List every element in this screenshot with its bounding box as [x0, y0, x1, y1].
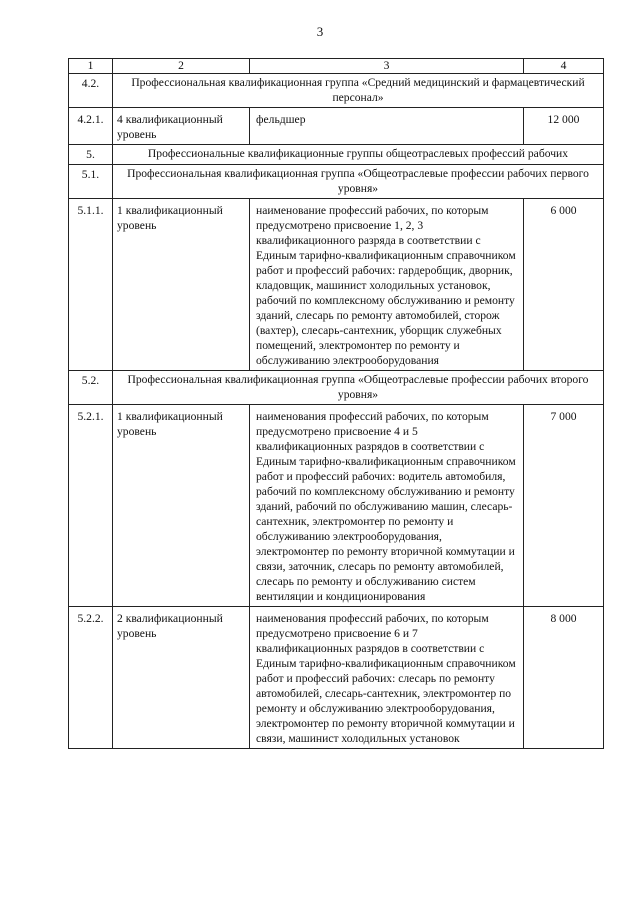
row-number: 5. — [69, 145, 113, 165]
profession-description: наименование профессий рабочих, по которым предусмотрено присвоение 1, 2, 3 квалификационного разряда в соответствии с Единым тарифно-квалификационным справочником работ и профессий рабочих: гардеробщик, дворник, кладовщик, машинист холодильных установок, рабочий по комплексному обслуживанию и ремонту зданий, слесарь по ремонту автомобилей, сторож (вахтер), слесарь-сантехник, уборщик служебных помещений, электромонтер по ремонту и обслуживанию электрооборудования — [250, 199, 524, 371]
group-title: Профессиональная квалификационная группа «Средний медицинский и фармацевтический персонал» — [113, 74, 604, 108]
row-number: 5.1.1. — [69, 199, 113, 371]
group-title: Профессиональная квалификационная группа «Общеотраслевые профессии рабочих первого уровня» — [113, 165, 604, 199]
row-number: 5.2.2. — [69, 607, 113, 749]
table-row — [69, 371, 604, 405]
table-header-row — [69, 59, 604, 74]
profession-description: наименования профессий рабочих, по которым предусмотрено присвоение 4 и 5 квалификационных разрядов в соответствии с Единым тарифно-квалификационным справочником работ и профессий рабочих: водитель автомобиля, рабочий по комплексному обслуживанию и ремонту зданий, рабочий по обслуживанию машин, слесарь-сантехник, электромонтер по ремонту и обслуживанию электрооборудования, электромонтер по ремонту вторичной коммутации и связи, заточник, слесарь по ремонту автомобилей, слесарь по ремонту и обслуживанию систем вентиляции и кондиционирования — [250, 405, 524, 607]
salary-amount: 8 000 — [524, 607, 604, 749]
qualification-level: 2 квалификационный уровень — [113, 607, 250, 749]
qualification-level: 1 квалификационный уровень — [113, 199, 250, 371]
salary-amount: 6 000 — [524, 199, 604, 371]
profession-description: фельдшер — [250, 108, 524, 145]
salary-table — [68, 58, 604, 749]
group-title: Профессиональная квалификационная группа «Общеотраслевые профессии рабочих второго уровня» — [113, 371, 604, 405]
column-header: 2 — [113, 59, 250, 74]
salary-amount: 7 000 — [524, 405, 604, 607]
page-number: 3 — [316, 24, 324, 39]
row-number: 4.2. — [69, 74, 113, 108]
column-header: 4 — [524, 59, 604, 74]
table-row — [69, 405, 604, 607]
row-number: 4.2.1. — [69, 108, 113, 145]
column-header: 1 — [69, 59, 113, 74]
table-row — [69, 165, 604, 199]
table-row — [69, 145, 604, 165]
qualification-level: 4 квалификационный уровень — [113, 108, 250, 145]
table-row — [69, 607, 604, 749]
salary-amount: 12 000 — [524, 108, 604, 145]
table-row — [69, 199, 604, 371]
column-header: 3 — [250, 59, 524, 74]
group-title: Профессиональные квалификационные группы общеотраслевых профессий рабочих — [113, 145, 604, 165]
table-row — [69, 108, 604, 145]
profession-description: наименования профессий рабочих, по которым предусмотрено присвоение 6 и 7 квалификационных разрядов в соответствии с Единым тарифно-квалификационным справочником работ и профессий рабочих: слесарь по ремонту автомобилей, слесарь-сантехник, электромонтер по ремонту и обслуживанию электрооборудования, электромонтер по ремонту вторичной коммутации и связи, машинист холодильных установок — [250, 607, 524, 749]
qualification-level: 1 квалификационный уровень — [113, 405, 250, 607]
row-number: 5.2. — [69, 371, 113, 405]
table-row — [69, 74, 604, 108]
row-number: 5.2.1. — [69, 405, 113, 607]
row-number: 5.1. — [69, 165, 113, 199]
